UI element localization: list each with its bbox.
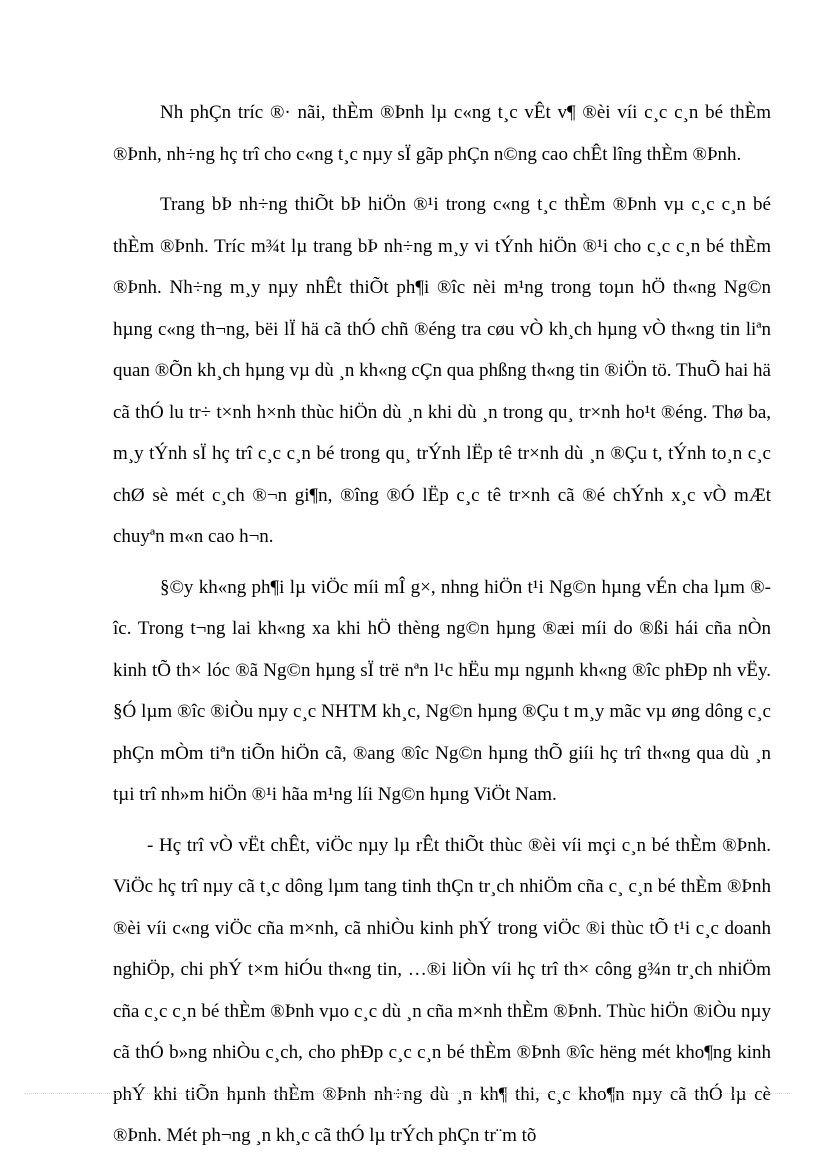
paragraph-2: Trang bÞ nh÷ng thiÕt bÞ hiÖn ®¹i trong c«ng t¸c thÈm ®Þnh vµ c¸c c¸n bé thÈm ®Þnh. Tríc m¾t lµ trang bÞ nh÷ng m¸y vi tÝnh hiÖn ®¹i cho c¸c c¸n bé thÈm ®Þnh. Nh÷ng m¸y nµy nhÊt thiÕt ph¶i ®îc nèi m¹ng trong toµn hÖ th«ng Ng©n hµng c«ng th¬ng, bëi lÏ hä cã thÓ chñ ®éng tra cøu vÒ kh¸ch hµng vÒ th«ng tin liªn quan ®Õn kh¸ch hµng vµ dù ¸n kh«ng cÇn qua phßng th«ng tin ®iÖn tö. ThuÕ hai hä cã thÓ lu tr÷ t×nh h×nh thùc hiÖn dù ¸n khi dù ¸n trong qu¸ tr×nh ho¹t ®éng. Thø ba, m¸y tÝnh sÏ hç trî c¸c c¸n bé trong qu¸ trÝnh lËp tê tr×nh dù ¸n ®Çu t, tÝnh to¸n c¸c chØ sè mét c¸ch ®¬n gi¶n, ®îng ®Ó lËp c¸c tê tr×nh cã ®é chÝnh x¸c vÒ mÆt chuyªn m«n cao h¬n. <box>113 194 771 547</box>
document-body <box>113 92 771 1166</box>
paragraph-4-bullet: - Hç trî vÒ vËt chÊt, viÖc nµy lµ rÊt thiÕt thùc ®èi víi mçi c¸n bé thÈm ®Þnh. ViÖc hç trî nµy cã t¸c dông lµm tang tinh thÇn tr¸ch nhiÖm cña c¸ c¸n bé thÈm ®Þnh ®èi víi c«ng viÖc cña m×nh, cã nhiÒu kinh phÝ trong viÖc ®i thùc tÕ t¹i c¸c doanh nghiÖp, chi phÝ t×m hiÓu th«ng tin, …®i liÒn víi hç trî th× công g¾n tr¸ch nhiÖm cña c¸c c¸n bé thÈm ®Þnh vµo c¸c dù ¸n cña m×nh thÈm ®Þnh. Thùc hiÖn ®iÒu nµy cã thÓ b»ng nhiÒu c¸ch, cho phÐp c¸c c¸n bé thÈm ®Þnh ®îc hëng mét kho¶ng kinh phÝ khi tiÕn hµnh thÈm ®Þnh nh÷ng dù ¸n kh¶ thi, c¸c kho¶n nµy cã thÓ lµ cè ®Þnh. Mét ph¬ng ¸n kh¸c cã thÓ lµ trÝch phÇn tr¨m tõ <box>113 834 771 1146</box>
paragraph-3: §©y kh«ng ph¶i lµ viÖc míi mÎ g×, nhng hiÖn t¹i Ng©n hµng vÉn cha lµm ®îc. Trong t¬ng lai kh«ng xa khi hÖ thèng ng©n hµng ®æi míi do ®ßi hái cña nÒn kinh tÕ th× lóc ®ã Ng©n hµng sÏ trë nªn l¹c hËu mµ ngµnh kh«ng ®îc phÐp nh vËy. §Ó lµm ®îc ®iÒu nµy c¸c NHTM kh¸c, Ng©n hµng ®Çu t m¸y mãc vµ øng dông c¸c phÇn mÒm tiªn tiÕn hiÖn cã, ®ang ®îc Ng©n hµng thÕ giíi hç trî th«ng qua dù ¸n tµi trî nh»m hiÖn ®¹i hãa m¹ng líi Ng©n hµng ViÖt Nam. <box>113 576 771 805</box>
page-bottom-divider <box>24 1093 792 1094</box>
paragraph-1: Nh phÇn tríc ®· nãi, thÈm ®Þnh lµ c«ng t¸c vÊt v¶ ®èi víi c¸c c¸n bé thÈm ®Þnh, nh÷ng hç trî cho c«ng t¸c nµy sÏ gãp phÇn n©ng cao chÊt lîng thÈm ®Þnh. <box>113 102 771 165</box>
